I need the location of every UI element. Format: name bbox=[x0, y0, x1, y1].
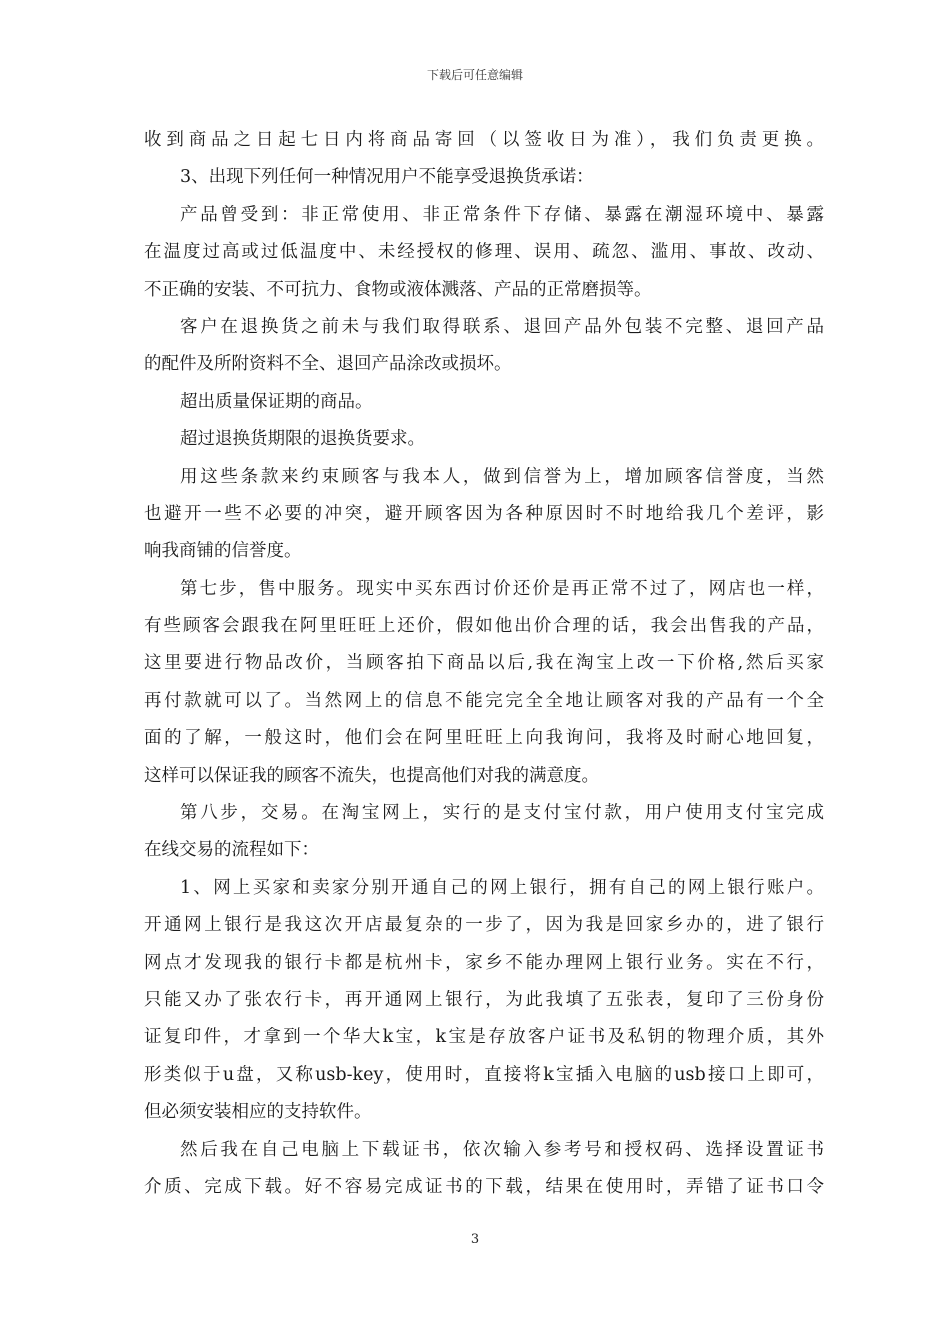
text-line: 客户在退换货之前未与我们取得联系、退回产品外包装不完整、退回产品 bbox=[180, 316, 824, 337]
text-line: 这里要进行物品改价，当顾客拍下商品以后,我在淘宝上改一下价格,然后买家 bbox=[144, 653, 824, 674]
text-line: 但必须安装相应的支持软件。 bbox=[144, 1102, 372, 1123]
text-line: 在温度过高或过低温度中、未经授权的修理、误用、疏忽、滥用、事故、改动、 bbox=[144, 242, 824, 263]
text-line: 收到商品之日起七日内将商品寄回（以签收日为准），我们负责更换。 bbox=[144, 130, 824, 150]
text-line: 再付款就可以了。当然网上的信息不能完完全全地让顾客对我的产品有一个全 bbox=[144, 690, 824, 711]
text-line: 面的了解，一般这时，他们会在阿里旺旺上向我询问，我将及时耐心地回复， bbox=[144, 728, 824, 749]
page-header: 下载后可任意编辑 bbox=[426, 68, 523, 82]
text-line: 超出质量保证期的商品。 bbox=[180, 391, 373, 412]
text-line: 第八步，交易。在淘宝网上，实行的是支付宝付款，用户使用支付宝完成 bbox=[180, 803, 824, 824]
text-line: 网点才发现我的银行卡都是杭州卡，家乡不能办理网上银行业务。实在不行， bbox=[144, 952, 824, 973]
text-line: 1、网上买家和卖家分别开通自己的网上银行，拥有自己的网上银行账户。 bbox=[180, 877, 824, 898]
text-line: 的配件及所附资料不全、退回产品涂改或损坏。 bbox=[144, 354, 512, 375]
text-line: 这样可以保证我的顾客不流失，也提高他们对我的满意度。 bbox=[144, 765, 599, 786]
text-line: 不正确的安装、不可抗力、食物或液体溅落、产品的正常磨损等。 bbox=[144, 279, 652, 300]
text-line: 响我商铺的信誉度。 bbox=[144, 541, 302, 562]
text-line: 也避开一些不必要的冲突，避开顾客因为各种原因时不时地给我几个差评，影 bbox=[144, 503, 824, 524]
page-number: 3 bbox=[470, 1232, 480, 1247]
text-line: 开通网上银行是我这次开店最复杂的一步了，因为我是回家乡办的，进了银行 bbox=[144, 915, 824, 936]
text-line: 产品曾受到：非正常使用、非正常条件下存储、暴露在潮湿环境中、暴露 bbox=[180, 204, 824, 225]
text-line: 介质、完成下载。好不容易完成证书的下载，结果在使用时，弄错了证书口令 bbox=[144, 1176, 824, 1197]
body-text bbox=[144, 122, 824, 1206]
text-line: 证复印件，才拿到一个华大k宝，k宝是存放客户证书及私钥的物理介质，其外 bbox=[144, 1027, 824, 1048]
text-line: 然后我在自己电脑上下载证书，依次输入参考号和授权码、选择设置证书 bbox=[180, 1139, 824, 1160]
text-line: 形类似于u盘，又称usb-key，使用时，直接将k宝插入电脑的usb接口上即可， bbox=[144, 1064, 824, 1085]
text-line: 第七步，售中服务。现实中买东西讨价还价是再正常不过了，网店也一样， bbox=[180, 578, 824, 599]
text-line: 有些顾客会跟我在阿里旺旺上还价，假如他出价合理的话，我会出售我的产品， bbox=[144, 616, 824, 637]
text-line: 超过退换货期限的退换货要求。 bbox=[180, 429, 425, 450]
text-line: 只能又办了张农行卡，再开通网上银行，为此我填了五张表，复印了三份身份 bbox=[144, 989, 824, 1010]
text-line: 用这些条款来约束顾客与我本人，做到信誉为上，增加顾客信誉度，当然 bbox=[180, 466, 824, 487]
text-line: 在线交易的流程如下： bbox=[144, 840, 319, 861]
text-line: 3、出现下列任何一种情况用户不能享受退换货承诺： bbox=[180, 167, 594, 188]
